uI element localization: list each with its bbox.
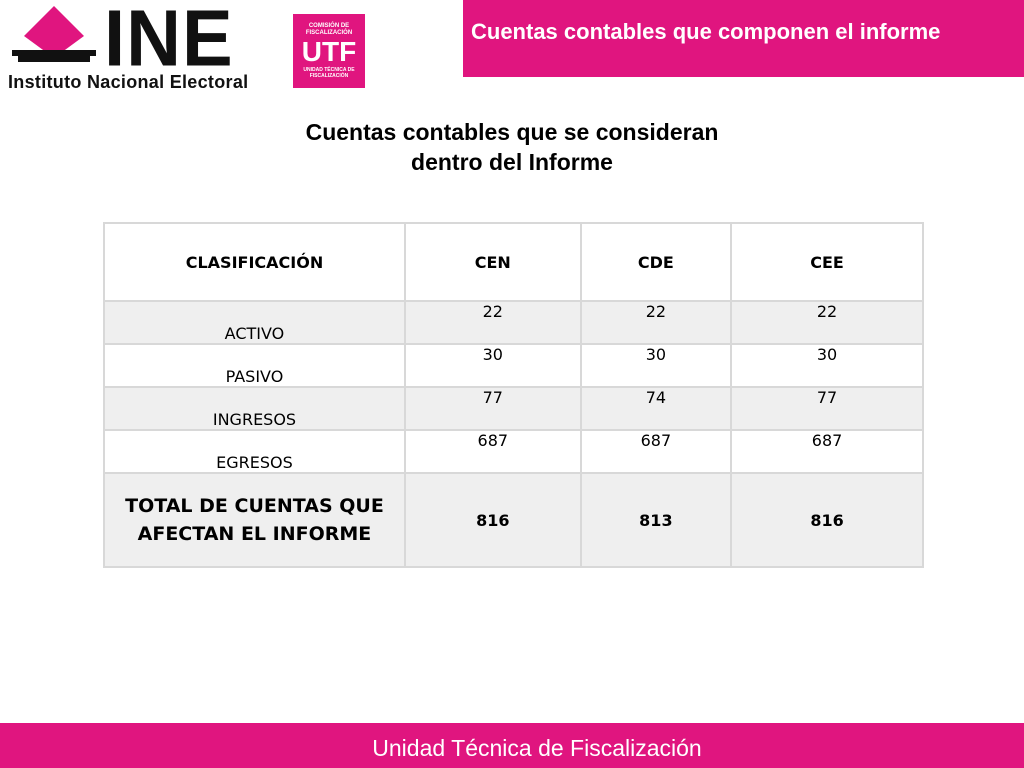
row-label: PASIVO [104,344,405,387]
total-cde: 813 [581,473,731,567]
table-row [104,387,923,430]
utf-logo-letters: UTF [301,36,357,67]
row-label: ACTIVO [104,301,405,344]
cell-cde: 30 [581,344,731,387]
ine-ballot-box-icon [8,6,100,70]
cell-cen: 30 [405,344,581,387]
cell-cde: 22 [581,301,731,344]
utf-logo [293,14,365,88]
header-banner: Cuentas contables que componen el informe [463,0,1024,77]
table-header-row [104,223,923,301]
cell-cen: 22 [405,301,581,344]
slide-title-line-2: dentro del Informe [411,149,613,175]
cell-cde: 74 [581,387,731,430]
utf-logo-top: COMISIÓN DE FISCALIZACIÓN [305,23,353,36]
ine-logo [0,0,370,100]
ine-logo-subtitle: Instituto Nacional Electoral [8,72,249,92]
cell-cee: 77 [731,387,923,430]
table-row [104,344,923,387]
cell-cde: 687 [581,430,731,473]
row-label: INGRESOS [104,387,405,430]
total-label-line-2: AFECTAN EL INFORME [137,523,372,545]
accounts-table [103,222,924,568]
header-cen: CEN [405,223,581,301]
cell-cee: 687 [731,430,923,473]
table-row [104,301,923,344]
header-cde: CDE [581,223,731,301]
table-row [104,430,923,473]
header-cee: CEE [731,223,923,301]
total-cen: 816 [405,473,581,567]
row-label: EGRESOS [104,430,405,473]
cell-cen: 77 [405,387,581,430]
ine-logo-letters: INE [104,0,234,84]
slide-title-line-1: Cuentas contables que se consideran [305,119,719,145]
utf-logo-bottom: UNIDAD TÉCNICA DE FISCALIZACIÓN [303,67,355,79]
slide-title [212,117,812,177]
total-row [104,473,923,567]
total-label-line-1: TOTAL DE CUENTAS QUE [125,495,384,517]
header-clasificacion: CLASIFICACIÓN [104,223,405,301]
cell-cee: 22 [731,301,923,344]
footer-banner: Unidad Técnica de Fiscalización [0,723,1024,768]
cell-cee: 30 [731,344,923,387]
cell-cen: 687 [405,430,581,473]
total-cee: 816 [731,473,923,567]
total-label [104,473,405,567]
